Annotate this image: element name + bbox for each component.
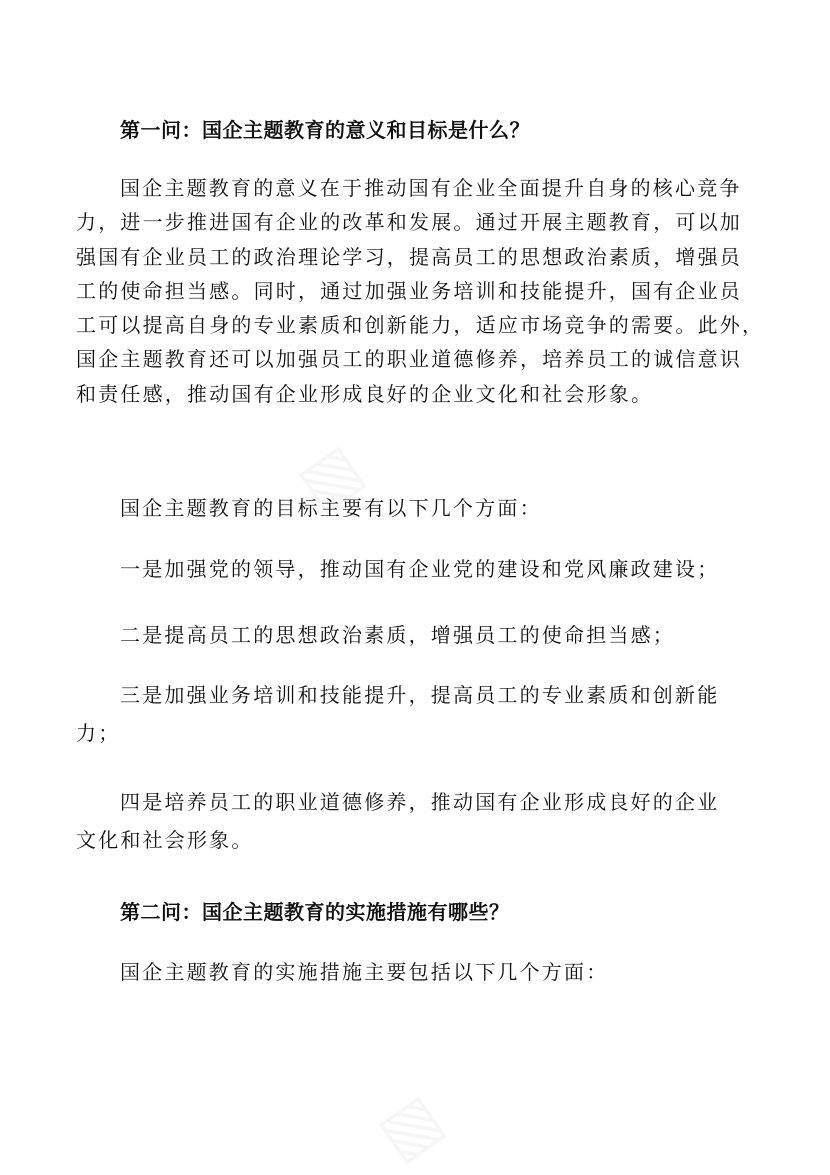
goal-4-text: 四是培养员工的职业道德修养，推动国有企业形成良好的企业 [120,790,720,814]
paragraph-line: 工的使命担当感。同时，通过加强业务培训和技能提升，国有企业员 [76,278,742,303]
goals-intro-text: 国企主题教育的目标主要有以下几个方面： [120,496,542,520]
section1-paragraph [76,171,766,411]
goal-3 [76,678,766,751]
section2-intro [76,955,766,989]
paragraph-line: 国企主题教育还可以加强员工的职业道德修养，培养员工的诚信意识 [76,347,742,372]
watermark: ▧ [284,429,377,525]
section2-heading: 第二问：国企主题教育的实施措施有哪些？ [120,900,510,924]
goal-4-text: 文化和社会形象。 [76,828,254,853]
paragraph-line: 和责任感，推动国有企业形成良好的企业文化和社会形象。 [76,381,654,406]
paragraph-line: 强国有企业员工的政治理论学习，提高员工的思想政治素质，增强员 [76,244,742,269]
paragraph-line: 工可以提高自身的专业素质和创新能力，适应市场竞争的需要。此外， [76,313,765,338]
paragraph-line: 力，进一步推进国有企业的改革和发展。通过开展主题教育，可以加 [76,210,742,235]
goal-3-text: 力； [76,721,121,746]
section1-heading: 第一问：国企主题教育的意义和目标是什么？ [120,118,530,142]
goals-intro [76,491,766,525]
watermark: ▧ [364,1079,457,1175]
goal-1-text: 一是加强党的领导，推动国有企业党的建设和党风廉政建设； [120,557,720,581]
goal-2 [76,618,766,652]
goal-4 [76,785,766,858]
goal-1 [76,552,766,586]
goal-3-text: 三是加强业务培训和技能提升，提高员工的专业素质和创新能 [120,683,720,707]
paragraph-line: 国企主题教育的意义在于推动国有企业全面提升自身的核心竞争 [120,176,742,200]
goal-2-text: 二是提高员工的思想政治素质，增强员工的使命担当感； [120,623,675,647]
section2-intro-text: 国企主题教育的实施措施主要包括以下几个方面： [120,960,609,984]
